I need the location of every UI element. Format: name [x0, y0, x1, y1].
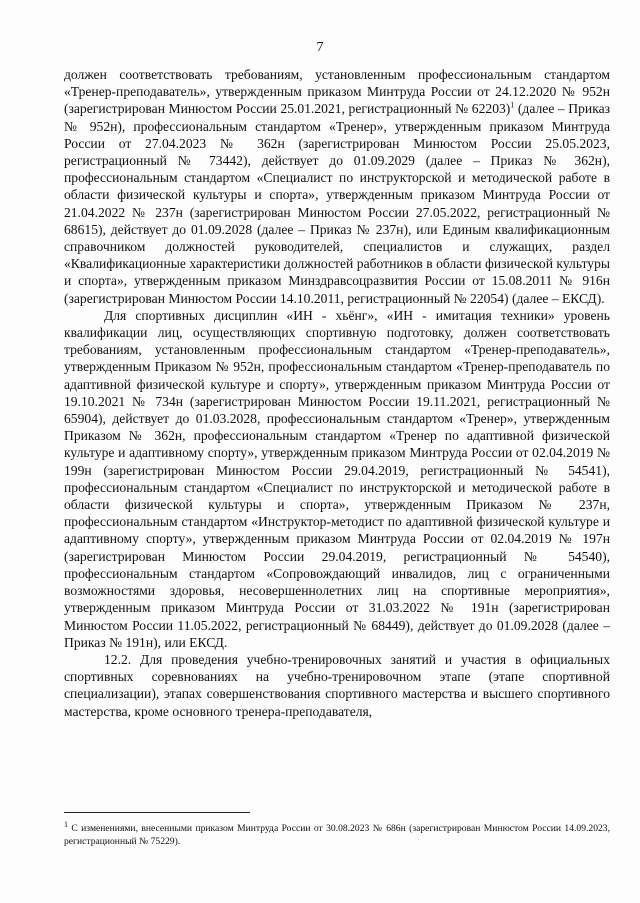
footnote-text: С изменениями, внесенными приказом Минтруда России от 30.08.2023 № 686н (зарегистрирован Минюстом России 14.09.2023, регистрационный № 75229).	[64, 823, 610, 847]
footnote-divider	[64, 812, 250, 813]
footnote-marker: 1	[64, 819, 68, 829]
paragraph-qualification-requirements	[64, 66, 610, 307]
body-text	[64, 66, 610, 720]
footnote-reference[interactable]: 1	[510, 100, 515, 110]
paragraph-sport-disciplines: Для спортивных дисциплин «ИН - хьёнг», «ИН - имитация техники» уровень квалификации лиц, осуществляющих спортивную подготовку, должен соответствовать требованиям, установленным профессиональным стандартом «Тренер-преподаватель», утвержденным Приказом № 952н, профессиональным стандартом «Тренер-преподаватель по адаптивной физической культуре и спорту», утвержденным приказом Минтруда России от 19.10.2021 № 734н (зарегистрирован Минюстом России 19.11.2021, регистрационный № 65904), действует до 01.03.2028, профессиональным стандартом «Тренер», утвержденным Приказом № 362н, профессиональным стандартом «Тренер по адаптивной физической культуре и адаптивному спорту», утвержденным приказом Минтруда России от 02.04.2019 № 199н (зарегистрирован Минюстом России 29.04.2019, регистрационный № 54541), профессиональным стандартом «Специалист по инструкторской и методической работе в области физической культуры и спорта», утвержденным Приказом № 237н, профессиональным стандартом «Инструктор-методист по адаптивной физической культуре и адаптивному спорту», утвержденным приказом Минтруда России от 02.04.2019 № 197н (зарегистрирован Минюстом России 29.04.2019, регистрационный № 54540), профессиональным стандартом «Сопровождающий инвалидов, лиц с ограниченными возможностями здоровья, несовершеннолетних лиц на спортивные мероприятия», утвержденным приказом Минтруда России от 31.03.2022 № 191н (зарегистрирован Минюстом России 11.05.2022, регистрационный № 68449), действует до 01.09.2028 (далее – Приказ № 191н), или ЕКСД.	[64, 307, 610, 650]
paragraph-text-continued: (далее – Приказ № 952н), профессиональным стандартом «Тренер», утвержденным приказом Минтруда России от 27.04.2023 № 362н (зарегистрирован Минюстом России 25.05.2023, регистрационный № 73442), действует до 01.09.2029 (далее – Приказ № 362н), профессиональным стандартом «Специалист по инструкторской и методической работе в области физической культуры и спорта», утвержденным приказом Минтруда России от 21.04.2022 № 237н (зарегистрирован Минюстом России 27.05.2022, регистрационный № 68615), действует до 01.09.2028 (далее – Приказ № 237н), или Единым квалификационным справочником должностей руководителей, специалистов и служащих, раздел «Квалификационные характеристики должностей работников в области физической культуры и спорта», утвержденным приказом Минздравсоцразвития России от 15.08.2011 № 916н (зарегистрирован Минюстом России 14.10.2011, регистрационный № 22054) (далее – ЕКСД).	[64, 101, 610, 306]
footnote	[64, 819, 610, 848]
paragraph-12-2: 12.2. Для проведения учебно-тренировочных занятий и участия в официальных спортивных соревнованиях на учебно-тренировочном этапе (этапе спортивной специализации), этапах совершенствования спортивного мастерства и высшего спортивного мастерства, кроме основного тренера-преподавателя,	[64, 651, 610, 719]
paragraph-text: должен соответствовать требованиям, установленным профессиональным стандартом «Тренер-преподаватель», утвержденным приказом Минтруда России от 24.12.2020 № 952н (зарегистрирован Минюстом России 25.01.2021, регистрационный № 62203)	[64, 67, 610, 117]
page-number: 7	[316, 40, 324, 55]
